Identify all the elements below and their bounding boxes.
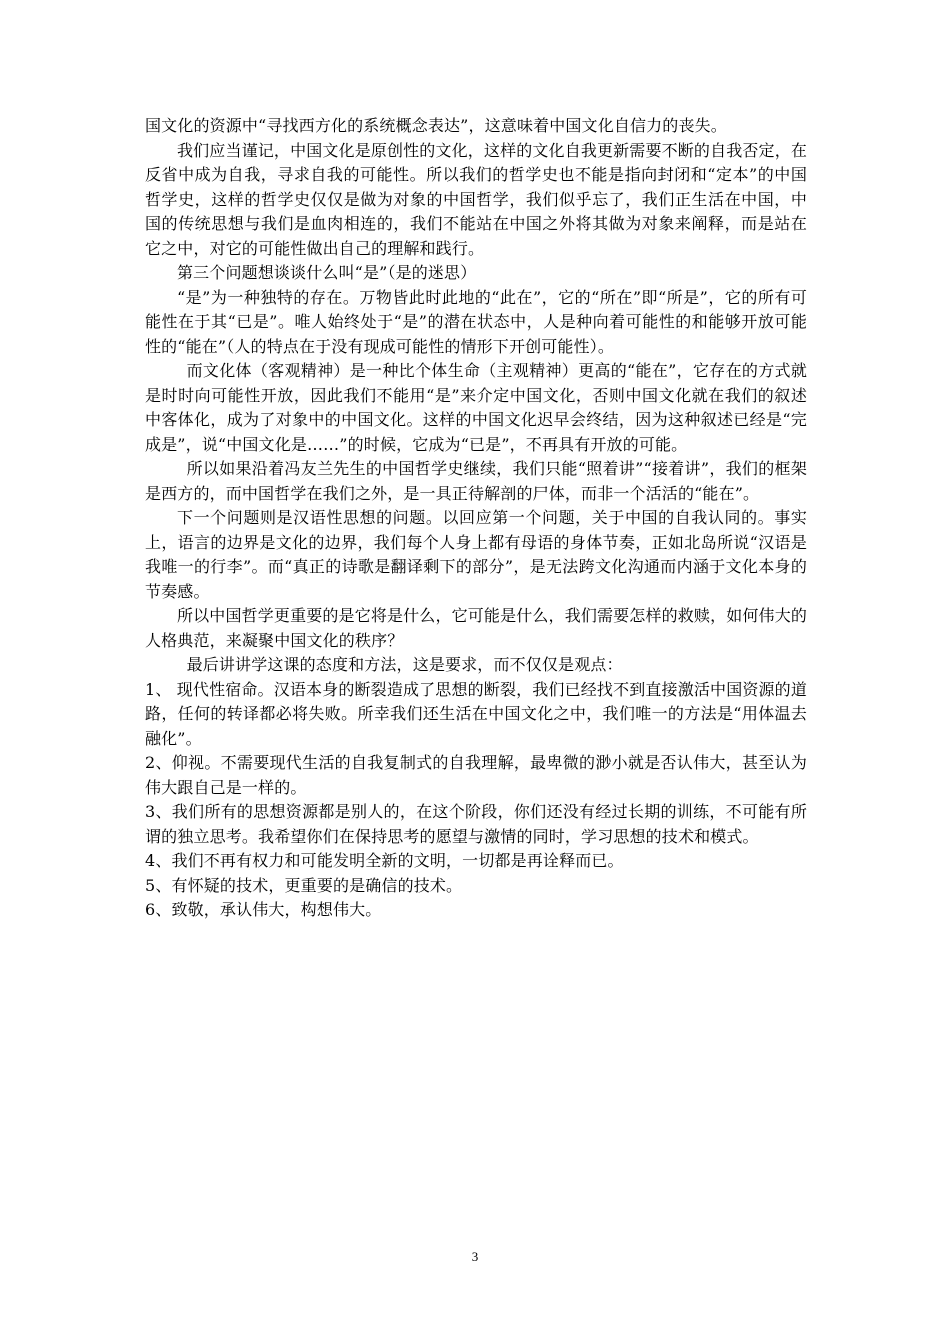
paragraph-being: “是”为一种独特的存在。万物皆此时此地的“此在”，它的“所在”即“所是”，它的所有可能性在于其“已是”。唯人始终处于“是”的潜在状态中，人是种向着可能性的和能够开放可能性的“能在”（人的特点在于没有现成可能性的情形下开创可能性）。 <box>145 287 807 356</box>
paragraph-continuation: 国文化的资源中“寻找西方化的系统概念表达”，这意味着中国文化自信力的丧失。 <box>145 116 727 135</box>
paragraph-redemption: 所以中国哲学更重要的是它将是什么，它可能是什么，我们需要怎样的救赎，如何伟大的人格典范，来凝聚中国文化的秩序？ <box>145 606 807 650</box>
list-item: 6、致敬，承认伟大，构想伟大。 <box>145 900 382 919</box>
list-item: 2、仰视。不需要现代生活的自我复制式的自我理解，最卑微的渺小就是否认伟大，甚至认为伟大跟自己是一样的。 <box>145 753 807 797</box>
paragraph-chinese-language: 下一个问题则是汉语性思想的问题。以回应第一个问题，关于中国的自我认同的。事实上，语言的边界是文化的边界，我们每个人身上都有母语的身体节奏，正如北岛所说“汉语是我唯一的行李”。而“真正的诗歌是翻译剩下的部分”，是无法跨文化沟通而内涵于文化本身的节奏感。 <box>145 508 807 601</box>
list-item: 3、我们所有的思想资源都是别人的，在这个阶段，你们还没有经过长期的训练，不可能有所谓的独立思考。我希望你们在保持思考的愿望与激情的同时，学习思想的技术和模式。 <box>145 802 807 846</box>
page-number: 3 <box>471 1249 479 1264</box>
paragraph-original-culture: 我们应当谨记，中国文化是原创性的文化，这样的文化自我更新需要不断的自我否定，在反省中成为自我，寻求自我的可能性。所以我们的哲学史也不能是指向封闭和“定本”的中国哲学史，这样的哲学史仅仅是做为对象的中国哲学，我们似乎忘了，我们正生活在中国，中国的传统思想与我们是血肉相连的，我们不能站在中国之外将其做为对象来阐释，而是站在它之中，对它的可能性做出自己的理解和践行。 <box>145 140 807 258</box>
list-item: 1、 现代性宿命。汉语本身的断裂造成了思想的断裂，我们已经找不到直接激活中国资源的道路，任何的转译都必将失败。所幸我们还生活在中国文化之中，我们唯一的方法是“用体温去融化”。 <box>145 679 807 748</box>
paragraph-cultural-body: 而文化体（客观精神）是一种比个体生命（主观精神）更高的“能在”，它存在的方式就是时时向可能性开放，因此我们不能用“是”来介定中国文化，否则中国文化就在我们的叙述中客体化，成为了对象中的中国文化。这样的中国文化迟早会终结，因为这种叙述已经是“完成是”，说“中国文化是……”的时候，它成为“已是”，不再具有开放的可能。 <box>145 361 807 454</box>
paragraph-method-intro: 最后讲讲学这课的态度和方法，这是要求，而不仅仅是观点： <box>186 655 623 674</box>
paragraph-feng-youlan: 所以如果沿着冯友兰先生的中国哲学史继续，我们只能“照着讲”“接着讲”，我们的框架是西方的，而中国哲学在我们之外，是一具正待解剖的尸体，而非一个活活的“能在”。 <box>145 459 807 503</box>
document-body <box>145 114 807 923</box>
list-item: 4、我们不再有权力和可能发明全新的文明，一切都是再诠释而已。 <box>145 851 624 870</box>
list-item: 5、有怀疑的技术，更重要的是确信的技术。 <box>145 875 463 895</box>
paragraph-third-question: 第三个问题想谈谈什么叫“是”（是的迷思） <box>177 263 477 282</box>
